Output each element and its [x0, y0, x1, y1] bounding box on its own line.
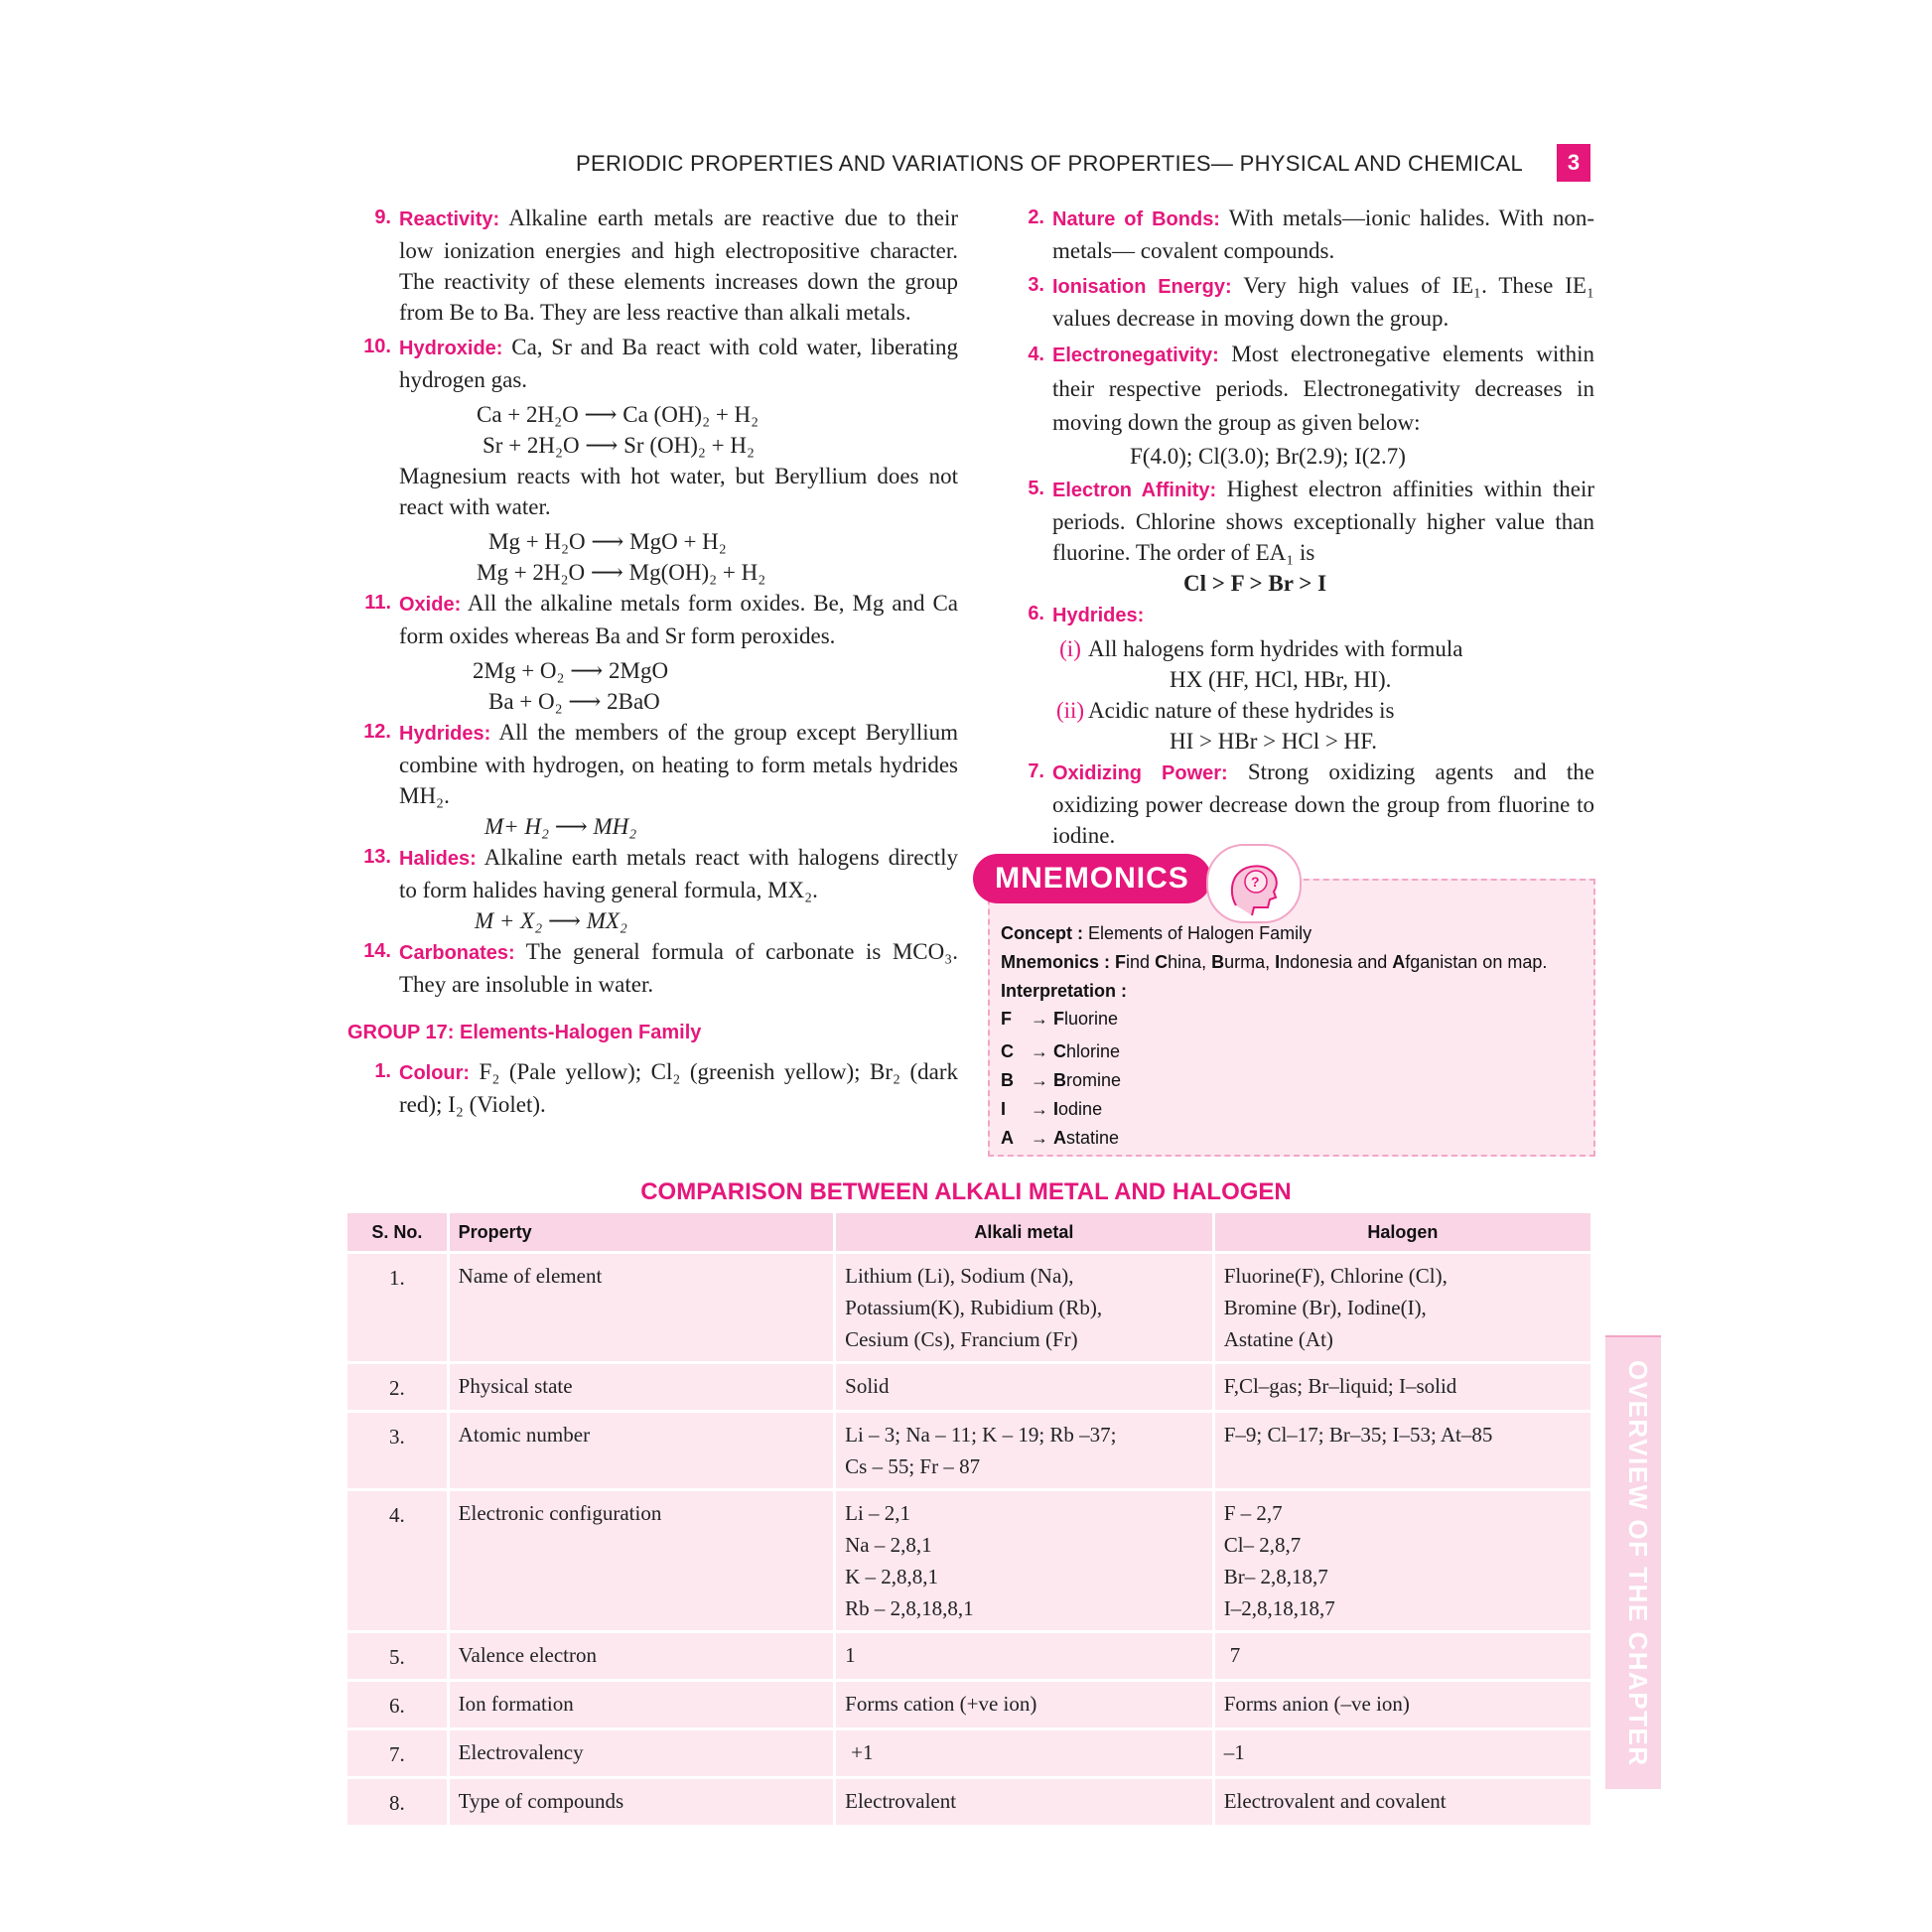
list-item: 12. Hydrides: All the members of the group except Beryllium combine with hydrogen, on heating to form metals hydrides MH₂. M+ H₂ ⟶ MH₂ [347, 717, 958, 842]
interp-row: I → Iodine [1001, 1099, 1103, 1119]
side-tab-label: OVERVIEW OF THE CHAPTER [1623, 1360, 1653, 1767]
running-header: PERIODIC PROPERTIES AND VARIATIONS OF PROPERTIES— PHYSICAL AND CHEMICAL [576, 151, 1524, 176]
equation: Ca + 2H₂O ⟶ Ca (OH)₂ + H₂ [477, 402, 759, 427]
interp-row: C → Chlorine [1001, 1041, 1121, 1061]
section-heading: GROUP 17: Elements-Halogen Family [347, 1022, 702, 1043]
table-row: 3. Atomic number Li – 3; Na – 11; K – 19; Rb –37; Cs – 55; Fr – 87 F–9; Cl–17; Br–35; I–53; At–85 [347, 1412, 1592, 1490]
table-row: 7. Electrovalency +1 –1 [347, 1729, 1592, 1778]
list-item: 3. Ionisation Energy: Very high values of IE₁. These IE₁ values decrease in moving down the group. [1028, 273, 1594, 331]
table-title: COMPARISON BETWEEN ALKALI METAL AND HALOGEN [640, 1178, 1292, 1205]
comparison-table [347, 1213, 1593, 1828]
equation: HI > HBr > HCl > HF. [1170, 729, 1377, 754]
table-row: 2. Physical state Solid F,Cl–gas; Br–liquid; I–solid [347, 1363, 1592, 1412]
arrow-icon: → [1031, 1009, 1054, 1029]
column-header: Halogen [1213, 1213, 1591, 1253]
mnemonics-label: MNEMONICS [973, 854, 1211, 903]
arrow-icon: → [1031, 1041, 1054, 1061]
arrow-icon: → [1031, 1070, 1054, 1090]
list-item: 5. Electron Affinity: Highest electron affinities within their periods. Chlorine shows exceptionally higher value than fluorine. The order of EA₁ is Cl > F > Br > I [1001, 474, 1594, 599]
equation: 2Mg + O₂ ⟶ 2MgO [473, 658, 669, 683]
column-header: Property [448, 1213, 834, 1253]
column-header: S. No. [347, 1213, 448, 1253]
list-item: 6. Hydrides: (i) All halogens form hydrides with formula HX (HF, HCl, HBr, HI). (ii) Acidic nature of these hydrides is HI > HBr > HCl > HF. [1001, 599, 1594, 757]
list-item: 13. Halides: Alkaline earth metals react with halogens directly to form halides having general formula, MX₂. M + X₂ ⟶ MX₂ [347, 842, 958, 936]
table-row: 5. Valence electron 1 7 [347, 1632, 1592, 1681]
table-row: 1. Name of element Lithium (Li), Sodium (Na), Potassium(K), Rubidium (Rb), Cesium (Cs), Francium (Fr) Fluorine(F), Chlorine (Cl), Bromine (Br), Iodine(I), Astatine (At) [347, 1253, 1592, 1363]
sub-item: (i) All halogens form hydrides with formula [1059, 636, 1463, 661]
table-header-row [347, 1213, 1592, 1253]
right-column [1001, 203, 1594, 851]
table-row: 8. Type of compounds Electrovalent Electrovalent and covalent [347, 1778, 1592, 1827]
list-item: 9. Reactivity: Alkaline earth metals are reactive due to their low ionization energies and high electropositive character. The reactivity of these elements increases down the group from Be to Ba. They are less reactive than alkali metals. [374, 206, 958, 325]
list-item: 7. Oxidizing Power: Strong oxidizing agents and the oxidizing power decrease down the group from fluorine to iodine. [1028, 759, 1594, 848]
equation: Sr + 2H₂O ⟶ Sr (OH)₂ + H₂ [483, 433, 755, 458]
page-number: 3 [1557, 144, 1590, 182]
list-item: 2. Nature of Bonds: With metals—ionic halides. With non-metals— covalent compounds. [1028, 206, 1595, 263]
mnemonics-content [1001, 923, 1596, 1157]
list-item: 11. Oxide: All the alkaline metals form oxides. Be, Mg and Ca form oxides whereas Ba and Sr form peroxides. 2Mg + O₂ ⟶ 2MgO Ba + O₂ ⟶ 2BaO [347, 588, 958, 717]
equation: Mg + 2H₂O ⟶ Mg(OH)₂ + H₂ [477, 560, 766, 585]
list-item: 14. Carbonates: The general formula of carbonate is MCO₃. They are insoluble in water. [363, 939, 958, 997]
equation: M+ H₂ ⟶ MH₂ [484, 814, 637, 839]
arrow-icon: → [1031, 1099, 1054, 1119]
equation: HX (HF, HCl, HBr, HI). [1170, 667, 1392, 692]
column-header: Alkali metal [835, 1213, 1214, 1253]
arrow-icon: → [1031, 1128, 1054, 1148]
mnemonic-line: Mnemonics : Find China, Burma, Indonesia and Afganistan on map. [1001, 952, 1548, 972]
equation: M + X₂ ⟶ MX₂ [475, 908, 627, 933]
interp-row: B → Bromine [1001, 1070, 1122, 1090]
interp-row: A → Astatine [1001, 1128, 1120, 1148]
left-column [347, 203, 958, 1120]
list-item: 1. Colour: F₂ (Pale yellow); Cl₂ (greenish yellow); Br₂ (dark red); I₂ (Violet). [374, 1059, 958, 1117]
equation: F(4.0); Cl(3.0); Br(2.9); I(2.7) [1130, 444, 1406, 469]
interpretation-label: Interpretation : [1001, 981, 1128, 1001]
concept-line: Concept : Elements of Halogen Family [1001, 923, 1312, 943]
equation: Cl > F > Br > I [1183, 571, 1327, 596]
equation: Mg + H₂O ⟶ MgO + H₂ [488, 529, 727, 554]
table-row: 4. Electronic configuration Li – 2,1 Na – 2,8,1 K – 2,8,8,1 Rb – 2,8,18,8,1 F – 2,7 Cl– 2,8,7 Br– 2,8,18,7 I–2,8,18,18,7 [347, 1490, 1592, 1632]
brain-icon [1206, 844, 1302, 923]
table-row: 6. Ion formation Forms cation (+ve ion) Forms anion (–ve ion) [347, 1681, 1592, 1729]
interp-row: F → Fluorine [1001, 1009, 1119, 1029]
sub-item: (ii) Acidic nature of these hydrides is [1055, 698, 1395, 723]
list-item: 10. Hydroxide: Ca, Sr and Ba react with cold water, liberating hydrogen gas. Ca + 2H₂O ⟶ Ca (OH)₂ + H₂ Sr + 2H₂O ⟶ Sr (OH)₂ + H₂ Magnesium reacts with hot water, but Beryllium does not react with water. Mg + H₂O ⟶ MgO + H₂ Mg + 2H₂O ⟶ Mg(OH)₂ + H₂ [347, 332, 958, 588]
equation: Ba + O₂ ⟶ 2BaO [488, 689, 660, 714]
list-item: 4. Electronegativity: Most electronegative elements within their respective periods. Electronegativity decreases in moving down the group as given below: F(4.0); Cl(3.0); Br(2.9); I(2.7) [1001, 338, 1594, 474]
svg-text:?: ? [1251, 874, 1260, 890]
